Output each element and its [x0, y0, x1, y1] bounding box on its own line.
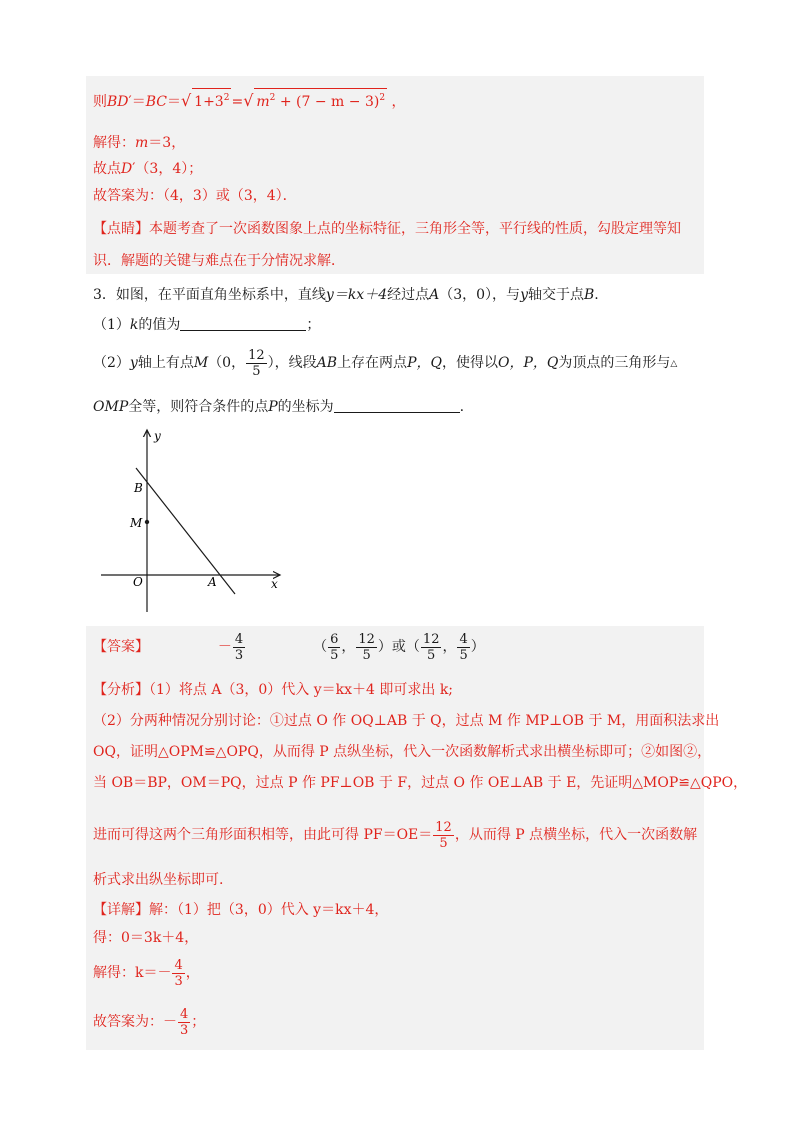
detail-line-2: 得：0＝3k＋4， [93, 930, 199, 946]
label-m: M [130, 516, 143, 530]
radical-sign: √ [180, 91, 192, 110]
answer-tag: 【答案】 [93, 639, 149, 655]
analysis-line-1: 【分析】（1）将点 A（3，0）代入 y＝kx＋4 即可求出 k; [93, 682, 454, 698]
analysis-line-3: OQ，证明△OPM≌△OPQ，从而得 P 点纵坐标，代入一次函数解析式求出横坐标即可；②如图②， [93, 744, 712, 760]
solution-line-d-prime: 故点D′（3，4）； [93, 161, 203, 177]
radical-sign-2: √ [243, 91, 254, 110]
analysis-fraction: $\frac{12}{5}$ [435, 819, 452, 851]
detail-k-fraction: $\frac{4}{3}$ [174, 957, 183, 989]
triangle-symbol: △ [670, 359, 678, 369]
detail-tag: 【详解】 [93, 902, 149, 918]
label-o: O [133, 575, 143, 589]
detail-line-3: 解得：k＝－ $\frac{4}{3}$ ， [93, 957, 200, 989]
question-2-cont: OMP全等，则符合条件的点P的坐标为 . [93, 399, 465, 415]
problem-statement: 3．如图，在平面直角坐标系中，直线y＝kx＋4经过点A（3，0），与y轴交于点B. [93, 287, 599, 303]
answer-line: 【答案】 － $\frac{4}{3}$ （ $\frac{6}{5}$ ， $\frac{12}{5}$ ）或（ $\frac{12}{5}$ ， $\frac{4}{5}$ ） [93, 631, 485, 663]
label-x: x [271, 577, 278, 591]
coordinate-figure [96, 424, 296, 624]
answer-blank-1[interactable] [180, 316, 306, 331]
sqrt-term-1: $1+3^2$ [192, 88, 231, 111]
analysis-line-4: 当 OB＝BP，OM＝PQ，过点 P 作 PF⊥OB 于 F，过点 O 作 OE⊥AB 于 E，先证明△MOP≌△QPO， [93, 775, 748, 791]
detail-line-1: 【详解】解：（1）把（3，0）代入 y＝kx＋4， [93, 902, 389, 918]
solution-line-bd-bc: 则BD′＝BC＝√ $1+3^2$ =√ $m^2 + (7 - m - 3)^2$ ， [93, 88, 406, 111]
fraction-12-5: $\frac{12}{5}$ [248, 347, 265, 379]
analysis-tag: 【分析】 [93, 682, 149, 698]
solution-answer-line: 故答案为：（4，3）或（3，4）． [93, 188, 297, 204]
point-m [145, 520, 149, 524]
comment-tag: 【点睛】 [93, 221, 149, 237]
comment-line-1: 【点睛】本题考查了一次函数图象上点的坐标特征，三角形全等，平行线的性质，勾股定理等知 [93, 221, 681, 237]
detail-line-4: 故答案为：－ $\frac{4}{3}$ ； [93, 1006, 206, 1038]
question-2: （2）y轴上有点M（0， $\frac{12}{5}$ ），线段AB上存在两点P，Q，使得以O，P，Q为顶点的三角形与△ [93, 347, 678, 379]
analysis-line-2: （2）分两种情况分别讨论：①过点 O 作 OQ⊥AB 于 Q，过点 M 作 MP⊥OB 于 M，用面积法求出 [93, 713, 720, 729]
solution-line-m: 解得：m＝3， [93, 135, 186, 151]
detail-answer-fraction: $\frac{4}{3}$ [180, 1006, 189, 1038]
question-1: （1）k的值为 ； [93, 317, 321, 333]
label-b: B [134, 481, 143, 495]
analysis-line-6: 析式求出纵坐标即可. [93, 872, 224, 888]
comment-line-2: 识．解题的关键与难点在于分情况求解． [93, 253, 345, 269]
sqrt-term-2: $m^2 + (7 - m - 3)^2$ [254, 88, 387, 111]
answer-k-fraction: $\frac{4}{3}$ [234, 631, 244, 663]
analysis-line-5: 进而可得这两个三角形面积相等，由此可得 PF＝OE＝ $\frac{12}{5}$ ，从而得 P 点横坐标，代入一次函数解 [93, 819, 698, 851]
label-y: y [154, 429, 161, 443]
answer-blank-2[interactable] [334, 398, 460, 413]
label-a: A [208, 575, 217, 589]
